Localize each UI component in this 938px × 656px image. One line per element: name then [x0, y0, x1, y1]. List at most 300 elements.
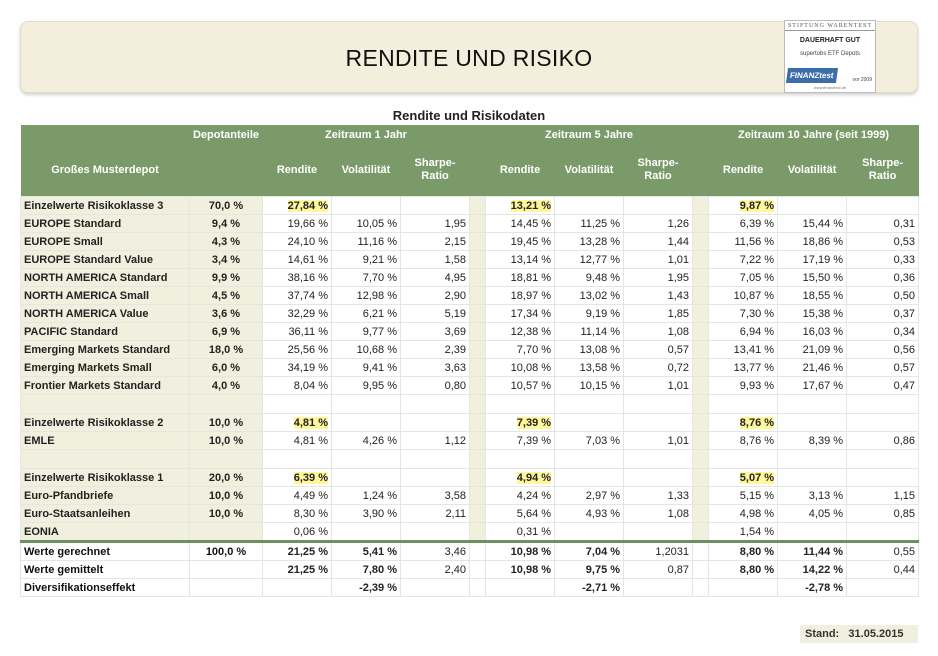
cell-volatility: 15,38 %: [778, 305, 847, 323]
cell-rendite: [486, 579, 555, 597]
column-gap: [470, 414, 486, 432]
cell-rendite: 10,98 %: [486, 561, 555, 579]
cell-volatility: 6,21 %: [332, 305, 401, 323]
header-volatility: Volatilität: [555, 144, 624, 197]
row-depot-share: 9,4 %: [190, 215, 263, 233]
column-gap: [470, 505, 486, 523]
column-gap: [693, 341, 709, 359]
cell-sharpe: [624, 469, 693, 487]
stand-label: Stand:: [805, 628, 840, 640]
column-gap: [470, 579, 486, 597]
cell-volatility: 9,77 %: [332, 323, 401, 341]
cell-sharpe: 0,36: [847, 269, 919, 287]
header-sharpe: Sharpe- Ratio: [624, 144, 693, 197]
stand-date-box: [800, 625, 918, 643]
spacer-row: [21, 450, 919, 469]
row-name: NORTH AMERICA Value: [21, 305, 190, 323]
column-gap: [693, 414, 709, 432]
cell-rendite: 14,61 %: [263, 251, 332, 269]
cell-volatility: -2,71 %: [555, 579, 624, 597]
cell-rendite: [263, 579, 332, 597]
column-gap: [693, 215, 709, 233]
row-name: PACIFIC Standard: [21, 323, 190, 341]
spacer-cell: [693, 450, 709, 469]
row-name: Emerging Markets Small: [21, 359, 190, 377]
column-gap: [470, 287, 486, 305]
cell-volatility: 13,02 %: [555, 287, 624, 305]
row-name: EUROPE Standard Value: [21, 251, 190, 269]
table-row: [21, 341, 919, 359]
cell-sharpe: 2,90: [401, 287, 470, 305]
column-gap: [470, 269, 486, 287]
column-gap: [470, 561, 486, 579]
cell-sharpe: 2,40: [401, 561, 470, 579]
row-name: Einzelwerte Risikoklasse 2: [21, 414, 190, 432]
row-name: Werte gemittelt: [21, 561, 190, 579]
cell-volatility: 7,80 %: [332, 561, 401, 579]
header-volatility: Volatilität: [332, 144, 401, 197]
cell-sharpe: [847, 579, 919, 597]
table-row: [21, 469, 919, 487]
cell-sharpe: [401, 414, 470, 432]
cell-rendite: 12,38 %: [486, 323, 555, 341]
spacer-cell: [263, 450, 332, 469]
spacer-cell: [486, 450, 555, 469]
cell-rendite: 0,31 %: [486, 523, 555, 542]
row-depot-share: 20,0 %: [190, 469, 263, 487]
header-group: Großes Musterdepot: [21, 144, 190, 197]
cell-volatility: 5,41 %: [332, 542, 401, 561]
cell-rendite: 21,25 %: [263, 542, 332, 561]
cell-volatility: 2,97 %: [555, 487, 624, 505]
cell-volatility: 7,04 %: [555, 542, 624, 561]
cell-rendite: 13,77 %: [709, 359, 778, 377]
seal-line2: DAUERHAFT GUT: [799, 37, 861, 44]
cell-volatility: 11,14 %: [555, 323, 624, 341]
row-depot-share: 10,0 %: [190, 414, 263, 432]
stand-date: 31.05.2015: [848, 628, 904, 640]
row-depot-share: 3,6 %: [190, 305, 263, 323]
cell-sharpe: 2,15: [401, 233, 470, 251]
cell-volatility: 4,93 %: [555, 505, 624, 523]
cell-volatility: 4,05 %: [778, 505, 847, 523]
cell-sharpe: [847, 197, 919, 215]
cell-volatility: 18,55 %: [778, 287, 847, 305]
table-title: Rendite und Risikodaten: [392, 108, 546, 123]
header-period-10: Zeitraum 10 Jahre (seit 1999): [709, 125, 919, 144]
header-gap: [693, 144, 709, 197]
row-depot-share: [190, 523, 263, 542]
cell-rendite: 18,97 %: [486, 287, 555, 305]
cell-rendite: 37,74 %: [263, 287, 332, 305]
row-name: Einzelwerte Risikoklasse 1: [21, 469, 190, 487]
cell-rendite: 8,76 %: [709, 414, 778, 432]
cell-volatility: 9,41 %: [332, 359, 401, 377]
summary-row: [21, 561, 919, 579]
cell-sharpe: 1,44: [624, 233, 693, 251]
cell-volatility: 9,21 %: [332, 251, 401, 269]
cell-rendite: 27,84 %: [263, 197, 332, 215]
cell-volatility: 14,22 %: [778, 561, 847, 579]
cell-rendite: 6,39 %: [263, 469, 332, 487]
cell-volatility: [555, 469, 624, 487]
cell-sharpe: 1,01: [624, 432, 693, 450]
column-gap: [693, 561, 709, 579]
cell-volatility: 10,05 %: [332, 215, 401, 233]
cell-rendite: 4,81 %: [263, 414, 332, 432]
table-row: [21, 323, 919, 341]
cell-sharpe: 2,11: [401, 505, 470, 523]
cell-rendite: 17,34 %: [486, 305, 555, 323]
cell-sharpe: 1,95: [401, 215, 470, 233]
row-name: Euro-Staatsanleihen: [21, 505, 190, 523]
cell-sharpe: 3,63: [401, 359, 470, 377]
cell-volatility: [778, 469, 847, 487]
column-gap: [693, 432, 709, 450]
column-gap: [693, 323, 709, 341]
cell-sharpe: 1,33: [624, 487, 693, 505]
column-gap: [470, 233, 486, 251]
summary-row: [21, 542, 919, 561]
header-depot: Depotanteile: [190, 125, 263, 144]
cell-rendite: 18,81 %: [486, 269, 555, 287]
cell-sharpe: [401, 197, 470, 215]
header-sharpe: Sharpe- Ratio: [401, 144, 470, 197]
cell-sharpe: 0,57: [624, 341, 693, 359]
spacer-cell: [470, 450, 486, 469]
column-gap: [470, 323, 486, 341]
cell-sharpe: 2,39: [401, 341, 470, 359]
table-row: [21, 305, 919, 323]
cell-volatility: [555, 197, 624, 215]
cell-volatility: 3,90 %: [332, 505, 401, 523]
column-gap: [693, 523, 709, 542]
spacer-cell: [693, 395, 709, 414]
table-row: [21, 269, 919, 287]
cell-sharpe: 0,72: [624, 359, 693, 377]
cell-rendite: [709, 579, 778, 597]
cell-volatility: 11,25 %: [555, 215, 624, 233]
row-depot-share: 4,5 %: [190, 287, 263, 305]
spacer-cell: [709, 450, 778, 469]
spacer-cell: [470, 395, 486, 414]
cell-sharpe: 0,44: [847, 561, 919, 579]
cell-sharpe: [401, 579, 470, 597]
column-gap: [693, 377, 709, 395]
cell-sharpe: 1,08: [624, 505, 693, 523]
cell-volatility: 11,16 %: [332, 233, 401, 251]
header-rendite: Rendite: [263, 144, 332, 197]
cell-volatility: [778, 523, 847, 542]
cell-rendite: 0,06 %: [263, 523, 332, 542]
cell-volatility: 13,28 %: [555, 233, 624, 251]
cell-volatility: 15,44 %: [778, 215, 847, 233]
summary-row: [21, 579, 919, 597]
row-depot-share: 6,0 %: [190, 359, 263, 377]
cell-rendite: 1,54 %: [709, 523, 778, 542]
header-row-periods: [21, 125, 919, 144]
cell-sharpe: 1,85: [624, 305, 693, 323]
seal-line3: supertobs ETF Depots: [799, 51, 861, 57]
cell-sharpe: 0,86: [847, 432, 919, 450]
row-name: EONIA: [21, 523, 190, 542]
cell-volatility: 13,08 %: [555, 341, 624, 359]
header-period-1: Zeitraum 1 Jahr: [263, 125, 470, 144]
cell-volatility: 11,44 %: [778, 542, 847, 561]
column-gap: [470, 251, 486, 269]
cell-volatility: 21,09 %: [778, 341, 847, 359]
cell-rendite: 6,94 %: [709, 323, 778, 341]
column-gap: [693, 233, 709, 251]
column-gap: [470, 305, 486, 323]
cell-rendite: 8,30 %: [263, 505, 332, 523]
row-depot-share: 10,0 %: [190, 432, 263, 450]
spacer-cell: [21, 395, 190, 414]
cell-sharpe: 0,85: [847, 505, 919, 523]
spacer-cell: [624, 395, 693, 414]
cell-rendite: 13,21 %: [486, 197, 555, 215]
column-gap: [470, 215, 486, 233]
cell-sharpe: 1,43: [624, 287, 693, 305]
spacer-cell: [486, 395, 555, 414]
column-gap: [693, 197, 709, 215]
table-row: [21, 505, 919, 523]
seal-line1: STIFTUNG WARENTEST: [785, 23, 875, 31]
row-depot-share: 18,0 %: [190, 341, 263, 359]
spacer-cell: [555, 395, 624, 414]
header-volatility: Volatilität: [778, 144, 847, 197]
cell-rendite: 8,80 %: [709, 561, 778, 579]
cell-volatility: [778, 414, 847, 432]
column-gap: [470, 469, 486, 487]
table-row: [21, 414, 919, 432]
spacer-row: [21, 395, 919, 414]
column-gap: [693, 487, 709, 505]
cell-sharpe: 0,87: [624, 561, 693, 579]
column-gap: [470, 197, 486, 215]
row-depot-share: 10,0 %: [190, 487, 263, 505]
table-row: [21, 377, 919, 395]
row-depot-share: [190, 579, 263, 597]
cell-sharpe: [624, 523, 693, 542]
row-name: Werte gerechnet: [21, 542, 190, 561]
spacer-cell: [332, 395, 401, 414]
cell-rendite: 7,05 %: [709, 269, 778, 287]
cell-volatility: 18,86 %: [778, 233, 847, 251]
header-period-5: Zeitraum 5 Jahre: [486, 125, 693, 144]
column-gap: [693, 287, 709, 305]
cell-sharpe: 0,53: [847, 233, 919, 251]
column-gap: [693, 542, 709, 561]
cell-sharpe: [624, 197, 693, 215]
cell-rendite: 7,39 %: [486, 414, 555, 432]
spacer-cell: [778, 395, 847, 414]
cell-sharpe: [847, 414, 919, 432]
cell-volatility: -2,39 %: [332, 579, 401, 597]
cell-volatility: 9,48 %: [555, 269, 624, 287]
cell-sharpe: 0,80: [401, 377, 470, 395]
spacer-cell: [778, 450, 847, 469]
spacer-cell: [555, 450, 624, 469]
test-seal: [784, 20, 876, 93]
cell-rendite: 19,66 %: [263, 215, 332, 233]
header-empty: [21, 125, 190, 144]
cell-sharpe: 3,58: [401, 487, 470, 505]
table-row: [21, 215, 919, 233]
cell-volatility: -2,78 %: [778, 579, 847, 597]
row-name: Einzelwerte Risikoklasse 3: [21, 197, 190, 215]
spacer-cell: [263, 395, 332, 414]
cell-sharpe: 3,69: [401, 323, 470, 341]
risk-return-table: [20, 125, 919, 597]
cell-sharpe: 0,57: [847, 359, 919, 377]
table-row: [21, 233, 919, 251]
column-gap: [693, 251, 709, 269]
cell-rendite: 5,15 %: [709, 487, 778, 505]
column-gap: [470, 523, 486, 542]
spacer-cell: [190, 450, 263, 469]
cell-rendite: 21,25 %: [263, 561, 332, 579]
column-gap: [693, 579, 709, 597]
seal-year: vor 2009: [852, 77, 872, 83]
column-gap: [470, 341, 486, 359]
row-name: NORTH AMERICA Small: [21, 287, 190, 305]
cell-rendite: 10,08 %: [486, 359, 555, 377]
cell-rendite: 10,87 %: [709, 287, 778, 305]
cell-volatility: [555, 414, 624, 432]
cell-volatility: 10,15 %: [555, 377, 624, 395]
cell-rendite: 8,76 %: [709, 432, 778, 450]
row-name: EUROPE Small: [21, 233, 190, 251]
table-row: [21, 487, 919, 505]
cell-rendite: 32,29 %: [263, 305, 332, 323]
cell-rendite: 4,24 %: [486, 487, 555, 505]
cell-sharpe: [624, 414, 693, 432]
table-row: [21, 197, 919, 215]
cell-rendite: 4,98 %: [709, 505, 778, 523]
cell-rendite: 7,39 %: [486, 432, 555, 450]
row-name: Frontier Markets Standard: [21, 377, 190, 395]
header-gap: [470, 125, 486, 144]
row-name: EMLE: [21, 432, 190, 450]
cell-rendite: 34,19 %: [263, 359, 332, 377]
cell-rendite: 10,57 %: [486, 377, 555, 395]
cell-rendite: 11,56 %: [709, 233, 778, 251]
cell-volatility: 16,03 %: [778, 323, 847, 341]
row-depot-share: 3,4 %: [190, 251, 263, 269]
cell-volatility: [332, 523, 401, 542]
cell-volatility: 17,19 %: [778, 251, 847, 269]
cell-rendite: 4,94 %: [486, 469, 555, 487]
cell-sharpe: [847, 523, 919, 542]
cell-sharpe: 5,19: [401, 305, 470, 323]
cell-rendite: 5,64 %: [486, 505, 555, 523]
cell-volatility: 12,77 %: [555, 251, 624, 269]
cell-sharpe: 1,01: [624, 251, 693, 269]
table-row: [21, 432, 919, 450]
row-depot-share: 9,9 %: [190, 269, 263, 287]
cell-sharpe: [624, 579, 693, 597]
row-name: EUROPE Standard: [21, 215, 190, 233]
cell-sharpe: 1,01: [624, 377, 693, 395]
cell-volatility: [332, 414, 401, 432]
header-gap: [470, 144, 486, 197]
cell-rendite: 4,49 %: [263, 487, 332, 505]
table-row: [21, 251, 919, 269]
spacer-cell: [21, 450, 190, 469]
cell-volatility: 12,98 %: [332, 287, 401, 305]
column-gap: [470, 487, 486, 505]
table-row: [21, 359, 919, 377]
column-gap: [693, 469, 709, 487]
cell-sharpe: 0,55: [847, 542, 919, 561]
cell-sharpe: 1,2031: [624, 542, 693, 561]
cell-rendite: 9,87 %: [709, 197, 778, 215]
header-rendite: Rendite: [709, 144, 778, 197]
cell-volatility: 9,75 %: [555, 561, 624, 579]
seal-url: www.finanztest.de: [813, 85, 847, 90]
cell-rendite: 14,45 %: [486, 215, 555, 233]
cell-sharpe: 1,58: [401, 251, 470, 269]
row-depot-share: [190, 561, 263, 579]
cell-rendite: 9,93 %: [709, 377, 778, 395]
cell-volatility: 7,03 %: [555, 432, 624, 450]
cell-sharpe: 0,50: [847, 287, 919, 305]
cell-volatility: 17,67 %: [778, 377, 847, 395]
cell-sharpe: 0,31: [847, 215, 919, 233]
header-sharpe: Sharpe- Ratio: [847, 144, 919, 197]
spacer-cell: [401, 450, 470, 469]
table-row: [21, 523, 919, 542]
cell-volatility: [332, 469, 401, 487]
row-name: Diversifikationseffekt: [21, 579, 190, 597]
row-depot-share: 6,9 %: [190, 323, 263, 341]
cell-sharpe: 0,37: [847, 305, 919, 323]
spacer-cell: [332, 450, 401, 469]
cell-volatility: 9,95 %: [332, 377, 401, 395]
cell-sharpe: 1,95: [624, 269, 693, 287]
row-depot-share: 70,0 %: [190, 197, 263, 215]
cell-volatility: 7,70 %: [332, 269, 401, 287]
page-title: RENDITE UND RISIKO: [345, 45, 593, 71]
column-gap: [693, 359, 709, 377]
cell-sharpe: [847, 469, 919, 487]
spacer-cell: [190, 395, 263, 414]
row-name: NORTH AMERICA Standard: [21, 269, 190, 287]
cell-rendite: 8,80 %: [709, 542, 778, 561]
cell-sharpe: 1,26: [624, 215, 693, 233]
cell-sharpe: 4,95: [401, 269, 470, 287]
cell-volatility: 3,13 %: [778, 487, 847, 505]
cell-volatility: 8,39 %: [778, 432, 847, 450]
cell-rendite: 13,41 %: [709, 341, 778, 359]
cell-rendite: 7,70 %: [486, 341, 555, 359]
header-gap: [693, 125, 709, 144]
cell-rendite: 6,39 %: [709, 215, 778, 233]
cell-rendite: 8,04 %: [263, 377, 332, 395]
cell-sharpe: [401, 523, 470, 542]
cell-rendite: 19,45 %: [486, 233, 555, 251]
column-gap: [470, 542, 486, 561]
cell-sharpe: 1,15: [847, 487, 919, 505]
row-depot-share: 10,0 %: [190, 505, 263, 523]
column-gap: [470, 432, 486, 450]
cell-volatility: [332, 197, 401, 215]
cell-volatility: 1,24 %: [332, 487, 401, 505]
cell-rendite: 24,10 %: [263, 233, 332, 251]
cell-volatility: [555, 523, 624, 542]
cell-volatility: 13,58 %: [555, 359, 624, 377]
